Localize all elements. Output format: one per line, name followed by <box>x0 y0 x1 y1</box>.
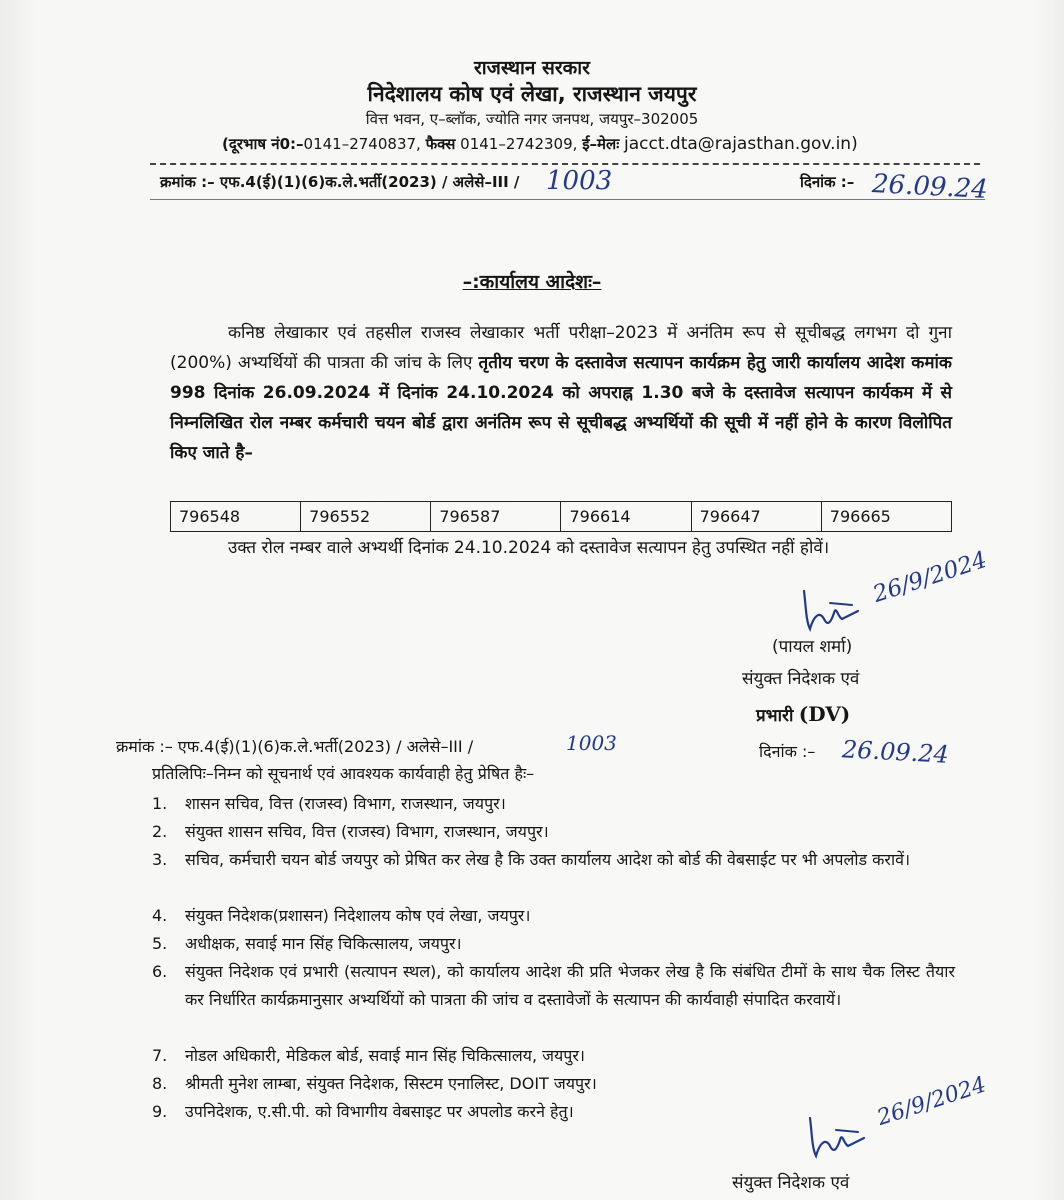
signature-2-handwritten-date: 26/9/2024 <box>874 1072 990 1131</box>
list-item-text: संयुक्त निदेशक(प्रशासन) निदेशालय कोष एवं लेखा, जयपुर। <box>185 906 531 925</box>
roll-number-row <box>171 502 952 532</box>
copy-reference-number <box>116 735 473 757</box>
list-item-number: 3. <box>152 850 168 869</box>
roll-number-cell: 796552 <box>301 502 431 532</box>
signature-handwritten-date: 26/9/2024 <box>869 546 991 608</box>
order-title: –:कार्यालय आदेशः– <box>462 271 602 293</box>
reference-handwritten-number: 1003 <box>546 166 613 196</box>
copy-date-label: दिनांक :– <box>759 742 816 761</box>
list-item-text: शासन सचिव, वित्त (राजस्व) विभाग, राजस्थान, जयपुर। <box>185 794 506 813</box>
reference-number <box>160 172 519 192</box>
copy-handwritten-date: 26.09.24 <box>841 735 950 769</box>
copy-reference-number-label: क्रमांक :– <box>116 737 173 756</box>
fax-label: फैक्स <box>425 135 456 153</box>
copy-handwritten-number: 1003 <box>566 731 617 755</box>
order-paragraph <box>170 318 952 468</box>
reference-divider <box>150 199 985 200</box>
order-instruction: उक्त रोल नम्बर वाले अभ्यर्थी दिनांक 24.10.2024 को दस्तावेज सत्यापन हेतु उपस्थित नहीं होवें। <box>228 538 830 558</box>
list-item-text: उपनिदेशक, ए.सी.पी. को विभागीय वेबसाइट पर अपलोड करने हेतु। <box>185 1102 574 1121</box>
reference-number-label: क्रमांक :– <box>160 173 215 191</box>
reference-number-value: एफ.4(ई)(1)(6)क.ले.भर्ती(2023) / अलेसे–III / <box>219 173 520 191</box>
signatory-name: (पायल शर्मा) <box>772 637 853 657</box>
letterhead-government: राजस्थान सरकार <box>474 57 590 79</box>
roll-number-cell: 796647 <box>691 502 821 532</box>
list-item-text: सचिव, कर्मचारी चयन बोर्ड जयपुर को प्रेषित कर लेख है कि उक्त कार्यालय आदेश को बोर्ड की वेबसाईट पर भी अपलोड करावें। <box>185 850 911 869</box>
signatory-designation-line1: संयुक्त निदेशक एवं <box>742 669 860 689</box>
copy-reference-number-value: एफ.4(ई)(1)(6)क.ले.भर्ती(2023) / अलेसे–III / <box>177 737 474 756</box>
list-item-number: 4. <box>152 906 168 925</box>
roll-number-cell: 796587 <box>431 502 561 532</box>
phone-value: 0141–2740837, <box>303 135 421 153</box>
signature-mark <box>800 585 860 635</box>
letterhead-divider <box>150 163 980 165</box>
order-paragraph-intro: कनिष्ठ लेखाकार एवं तहसील राजस्व लेखाकार भर्ती परीक्षा–2023 में अनंतिम रूप से सूचीबद्ध लगभग दो गुना (200%) अभ्यर्थियों की पात्रता की जांच के लिए <box>170 323 952 373</box>
order-paragraph-bold: तृतीय चरण के दस्तावेज सत्यापन कार्यक्रम हेतु जारी कार्यालय आदेश कमांक 998 दिनांक 26.09.2024 में दिनांक 24.10.2024 को अपराह्न 1.30 बजे के दस्तावेज सत्यापन कार्यकम में से निम्नलिखित रोल नम्बर कर्मचारी चयन बोर्ड द्वारा अनंतिम रूप से सूचीबद्ध अभ्यर्थियों की सूची में नहीं होने के कारण विलोपित किए जाते है– <box>170 353 952 463</box>
signature-mark-2 <box>806 1112 866 1162</box>
letterhead-address: वित्त भवन, ए–ब्लॉक, ज्योति नगर जनपथ, जयपुर–302005 <box>365 110 699 128</box>
signatory-designation-line2-a: प्रभारी <box>756 706 794 726</box>
letterhead-office: निदेशालय कोष एवं लेखा, राजस्थान जयपुर <box>367 82 697 106</box>
copy-intro: प्रतिलिपिः–निम्न को सूचनार्थ एवं आवश्यक कार्यवाही हेतु प्रेषित हैः– <box>152 764 535 783</box>
list-item-text: संयुक्त शासन सचिव, वित्त (राजस्व) विभाग, राजस्थान, जयपुर। <box>185 822 549 841</box>
list-item-number: 1. <box>152 794 168 813</box>
signatory-2-designation-line1: संयुक्त निदेशक एवं <box>732 1173 850 1193</box>
email-label: ई–मेलः <box>582 135 620 153</box>
list-item-number: 8. <box>152 1074 168 1093</box>
list-item-number: 2. <box>152 822 168 841</box>
reference-date-label: दिनांक :– <box>800 173 855 191</box>
list-item-number: 5. <box>152 934 168 953</box>
signatory-designation-line2-b: (DV) <box>798 702 851 726</box>
roll-number-table <box>170 501 952 532</box>
roll-number-cell: 796614 <box>561 502 691 532</box>
list-item-number: 7. <box>152 1046 168 1065</box>
list-item-text: नोडल अधिकारी, मेडिकल बोर्ड, सवाई मान सिंह चिकित्सालय, जयपुर। <box>185 1046 585 1065</box>
fax-value: 0141–2742309, <box>460 135 578 153</box>
list-item-text: श्रीमती मुनेश लाम्बा, संयुक्त निदेशक, सिस्टम एनालिस्ट, DOIT जयपुर। <box>185 1074 597 1093</box>
list-item-number: 9. <box>152 1102 168 1121</box>
list-item-text: अधीक्षक, सवाई मान सिंह चिकित्सालय, जयपुर। <box>185 934 462 953</box>
roll-number-cell: 796548 <box>171 502 301 532</box>
phone-label: (दूरभाष नं0:– <box>222 135 304 153</box>
roll-number-cell: 796665 <box>821 502 951 532</box>
reference-handwritten-date: 26.09.24 <box>871 168 989 206</box>
list-item-text: संयुक्त निदेशक एवं प्रभारी (सत्यापन स्थल), को कार्यालय आदेश की प्रति भेजकर लेख है कि संबंधित टीमों के साथ चैक लिस्ट तैयार कर निर्धारित कार्यक्रमानुसार अभ्यर्थियों को पात्रता की जांच व दस्तावेजों के सत्यापन की कार्यवाही संपादित करवायें। <box>185 962 955 1009</box>
letterhead-contact <box>222 134 858 154</box>
list-item-number: 6. <box>152 962 168 981</box>
email-value: jacct.dta@rajasthan.gov.in) <box>624 134 858 154</box>
signatory-designation-line2 <box>756 702 850 726</box>
